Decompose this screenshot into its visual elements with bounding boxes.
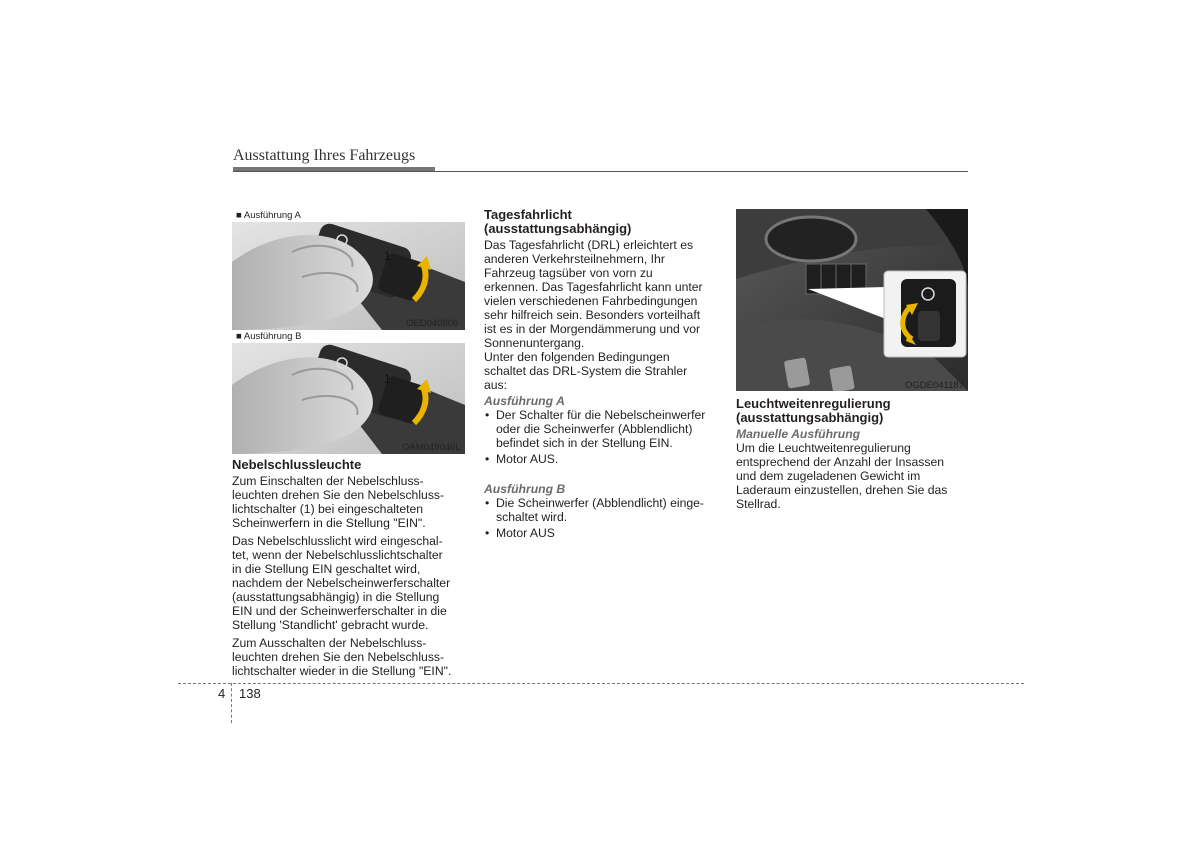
text-line: Das Nebelschlusslicht wird eingeschal- (232, 534, 443, 548)
heading-leuchtweitenregulierung-sub: (ausstattungsabhängig) (736, 410, 884, 425)
footer-dashed-divider (231, 683, 232, 723)
text-line: sehr hilfreich sein. Besonders vorteilhaft (484, 308, 701, 322)
text-line: vielen verschiedenen Fahrbedingungen (484, 294, 698, 308)
paragraph (484, 350, 716, 392)
text-line: Scheinwerfern in die Stellung "EIN". (232, 516, 426, 530)
list-item (484, 452, 716, 466)
figure-b-photo (232, 343, 465, 454)
text-line: Unter den folgenden Bedingungen (484, 350, 670, 364)
text-line: lichtschalter wieder in die Stellung "EIN". (232, 664, 452, 678)
text-line: erkennen. Das Tagesfahrlicht kann unter (484, 280, 703, 294)
text-line: anderen Verkehrsteilnehmern, Ihr (484, 252, 665, 266)
heading-leuchtweitenregulierung: Leuchtweitenregulierung (736, 396, 891, 411)
right-text-column (736, 397, 968, 511)
text-line: entsprechend der Anzahl der Insassen (736, 455, 945, 469)
running-header-title: Ausstattung Ihres Fahrzeugs (233, 147, 416, 164)
text-line: schaltet wird. (496, 510, 568, 524)
text-line: Sonnenuntergang. (484, 336, 585, 350)
figure-a-caption: ■ Ausführung A (236, 210, 301, 221)
svg-text:1: 1 (384, 372, 391, 386)
svg-text:1: 1 (384, 249, 391, 263)
text-line: befindet sich in der Stellung EIN. (496, 436, 673, 450)
figure-b-code: OAM049046L (402, 442, 461, 453)
list-item (484, 526, 716, 540)
text-line: Stellrad. (736, 497, 781, 511)
text-line: leuchten drehen Sie den Nebelschluss- (232, 650, 445, 664)
heading-tagesfahrlicht-sub: (ausstattungsabhängig) (484, 221, 632, 236)
figure-headlight-leveling-code: OGDE041187 (905, 380, 964, 391)
variant-b-label: Ausführung B (484, 482, 566, 496)
footer-dashed-rule (178, 683, 1024, 684)
text-line: Zum Ausschalten der Nebelschluss- (232, 636, 427, 650)
figure-b-caption: ■ Ausführung B (236, 331, 302, 342)
text-line: schaltet das DRL-System die Strahler (484, 364, 688, 378)
text-line: Die Scheinwerfer (Abblendlicht) einge- (496, 496, 704, 510)
text-line: und dem zugeladenen Gewicht im (736, 469, 921, 483)
text-line: in die Stellung EIN geschaltet wird, (232, 562, 421, 576)
paragraph (232, 534, 464, 632)
left-text-column (232, 458, 464, 678)
text-line: nachdem der Nebelscheinwerferschalter (232, 576, 451, 590)
text-line: Das Tagesfahrlicht (DRL) erleichtert es (484, 238, 694, 252)
text-line: Fahrzeug tagsüber von vorn zu (484, 266, 653, 280)
bullet-list-b (484, 496, 716, 540)
text-line: Stellung 'Standlicht' gebracht wurde. (232, 618, 429, 632)
text-line: Der Schalter für die Nebelscheinwerfer (496, 408, 706, 422)
page-number: 138 (239, 686, 261, 701)
variant-a-label: Ausführung A (484, 394, 565, 408)
paragraph (232, 474, 464, 530)
paragraph (736, 441, 968, 511)
text-line: (ausstattungsabhängig) in die Stellung (232, 590, 440, 604)
text-line: tet, wenn der Nebelschlusslichtschalter (232, 548, 443, 562)
text-line: Laderaum einzustellen, drehen Sie das (736, 483, 948, 497)
text-line: Um die Leuchtweitenregulierung (736, 441, 911, 455)
text-line: EIN und der Scheinwerferschalter in die (232, 604, 447, 618)
bullet-list-a (484, 408, 716, 466)
header-rule (233, 171, 968, 172)
manual-version-label: Manuelle Ausführung (736, 427, 861, 441)
middle-text-column (484, 208, 716, 540)
text-line: Zum Einschalten der Nebelschluss- (232, 474, 424, 488)
text-line: Motor AUS (496, 526, 555, 540)
text-line: Motor AUS. (496, 452, 559, 466)
paragraph (484, 238, 716, 350)
figure-a-photo (232, 222, 465, 330)
dashboard-photo (736, 209, 968, 391)
text-line: ist es in der Morgendämmerung und vor (484, 322, 701, 336)
figure-headlight-leveling-photo (736, 209, 968, 391)
list-item (484, 408, 716, 450)
text-line: oder die Scheinwerfer (Abblendlicht) (496, 422, 693, 436)
light-switch-photo-a (232, 222, 465, 330)
list-item (484, 496, 716, 524)
text-line: lichtschalter (1) bei eingeschalteten (232, 502, 424, 516)
text-line: leuchten drehen Sie den Nebelschluss- (232, 488, 445, 502)
text-line: aus: (484, 378, 508, 392)
heading-tagesfahrlicht: Tagesfahrlicht (484, 207, 572, 222)
light-switch-photo-b (232, 343, 465, 454)
chapter-number: 4 (218, 686, 226, 701)
figure-a-code: OED040806 (406, 318, 459, 329)
heading-nebelschlussleuchte: Nebelschlussleuchte (232, 457, 362, 472)
paragraph (232, 636, 464, 678)
